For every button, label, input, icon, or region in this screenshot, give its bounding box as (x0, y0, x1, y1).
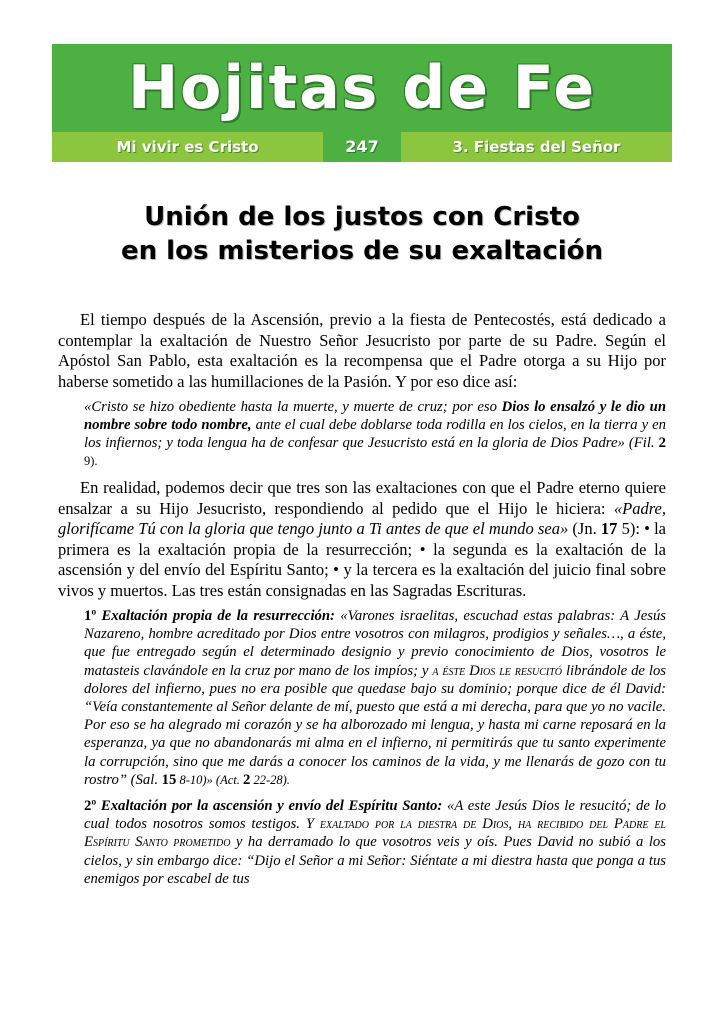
section-1-heading: Exaltación propia de la resurrección: (101, 608, 335, 624)
quote-ref-chapter: 2 (658, 435, 666, 451)
quote-part-c: ante el cual debe doblarse toda rodilla en los cielos, en la tierra y en los infiernos; y toda lengua ha de confesar que Jesucristo está en la gloria de Dios Padre» (Fil. (84, 417, 667, 451)
section-2-quote-b: y ha derramado lo que vosotros veis y oís. Pues David no subió a los cielos, y sin embargo dice: “Dijo el Señor a mi Señor: Siéntate a mi diestra hasta que ponga a tus enemigos por escabel de tus (84, 834, 666, 887)
scripture-quote-philippians (58, 398, 666, 470)
quote-emphasis: Dios lo ensalzó y le dio un nombre sobre todo nombre, (84, 399, 666, 433)
p2-ref-rest: 5): • la primera es la exaltación propia de la resurrección; • la segunda es la exaltación de la ascensión y del envío del Espíritu Santo; • y la tercera es la exaltación del juicio final sobre vivos y muertos. Las tres están consignadas en las Sagradas Escrituras. (58, 519, 667, 600)
section-1-smallcaps: a éste Dios le resucitó (432, 662, 563, 679)
section-2-quote-a: «A este Jesús Dios le resucitó; de lo cual todos nosotros somos testigos. (84, 798, 666, 833)
publication-title: Hojitas de Fe (127, 53, 597, 123)
section-2-heading: Exaltación por la ascensión y envío del Espíritu Santo: (100, 798, 443, 815)
quote-ref-verse: 9). (84, 454, 98, 468)
p2-quote: «Padre, glorifícame Tú con la gloria que tengo junto a Ti antes de que el mundo sea» (58, 498, 666, 538)
masthead-banner (52, 44, 672, 162)
section-1-ref1-chapter: 15 (161, 771, 177, 788)
section-first-exaltation (58, 607, 666, 789)
article-body (58, 310, 666, 896)
p2-part-b: (Jn. (568, 519, 601, 538)
section-1-number: 1º (84, 608, 102, 624)
article-title-line1: Unión de los justos con Cristo (144, 202, 580, 232)
issue-number: 247 (323, 132, 401, 162)
paragraph-intro: El tiempo después de la Ascensión, previo a la fiesta de Pentecostés, está dedicado a contemplar la exaltación de Nuestro Señor Jesucristo por parte de su Padre. Según el Apóstol San Pablo, esta exaltación es la recompensa que el Padre otorga a su Hijo por haberse sometido a las humillaciones de la Pasión. Y por eso dice así: (58, 310, 666, 391)
quote-part-a: «Cristo se hizo obediente hasta la muerte, y muerte de cruz; por eso (84, 399, 502, 415)
p2-ref-chapter: 17 (600, 519, 618, 538)
section-2-number: 2º (84, 798, 101, 815)
p2-part-a: En realidad, podemos decir que tres son las exaltaciones con que el Padre eterno quiere ensalzar a su Hijo Jesucristo, respondiendo al pedido que el Hijo le hiciera: (58, 478, 666, 518)
article-title (52, 200, 672, 268)
section-1-ref2-chapter: 2 (243, 771, 251, 788)
section-1-ref1-verse: 8-10)» (Act. (176, 772, 244, 787)
section-1-quote-a: «Varones israelitas, escuchad estas palabras: A Jesús Nazareno, hombre acreditado por Dios entre vosotros con milagros, prodigios y señales…, a éste, que fue entregado según el determinado designio y previo conocimiento de Dios, vosotros le matasteis clavándole en la cruz por mano de los impíos; y (84, 608, 667, 679)
subbar-motto: Mi vivir es Cristo (116, 138, 259, 156)
paragraph-three-exaltations (58, 478, 666, 601)
masthead-subbar (52, 132, 672, 162)
section-2-smallcaps: Y exaltado por la diestra de Dios, ha recibido del Padre el Espíritu Santo prometido (84, 816, 666, 851)
article-title-line2: en los misterios de su exaltación (120, 236, 604, 266)
section-1-ref2-verse: 22-28). (250, 772, 290, 787)
section-second-exaltation (58, 797, 666, 888)
subbar-section: 3. Fiestas del Señor (452, 138, 621, 156)
section-1-quote-b: librándole de los dolores del infierno, pues no era posible que quedase bajo su dominio; porque dice de él David: “Veía constantemente al Señor delante de mí, puesto que está a mi derecha, para que yo no vacile. Por eso se ha alegrado mi corazón y se ha alborozado mi lengua, y hasta mi carne reposará en la esperanza, ya que no abandonarás mi alma en el infierno, ni permitirás que tu santo experimente la corrupción, sino que me darás a conocer los caminos de la vida, y me llenarás de gozo con tu rostro” (Sal. (84, 662, 667, 788)
